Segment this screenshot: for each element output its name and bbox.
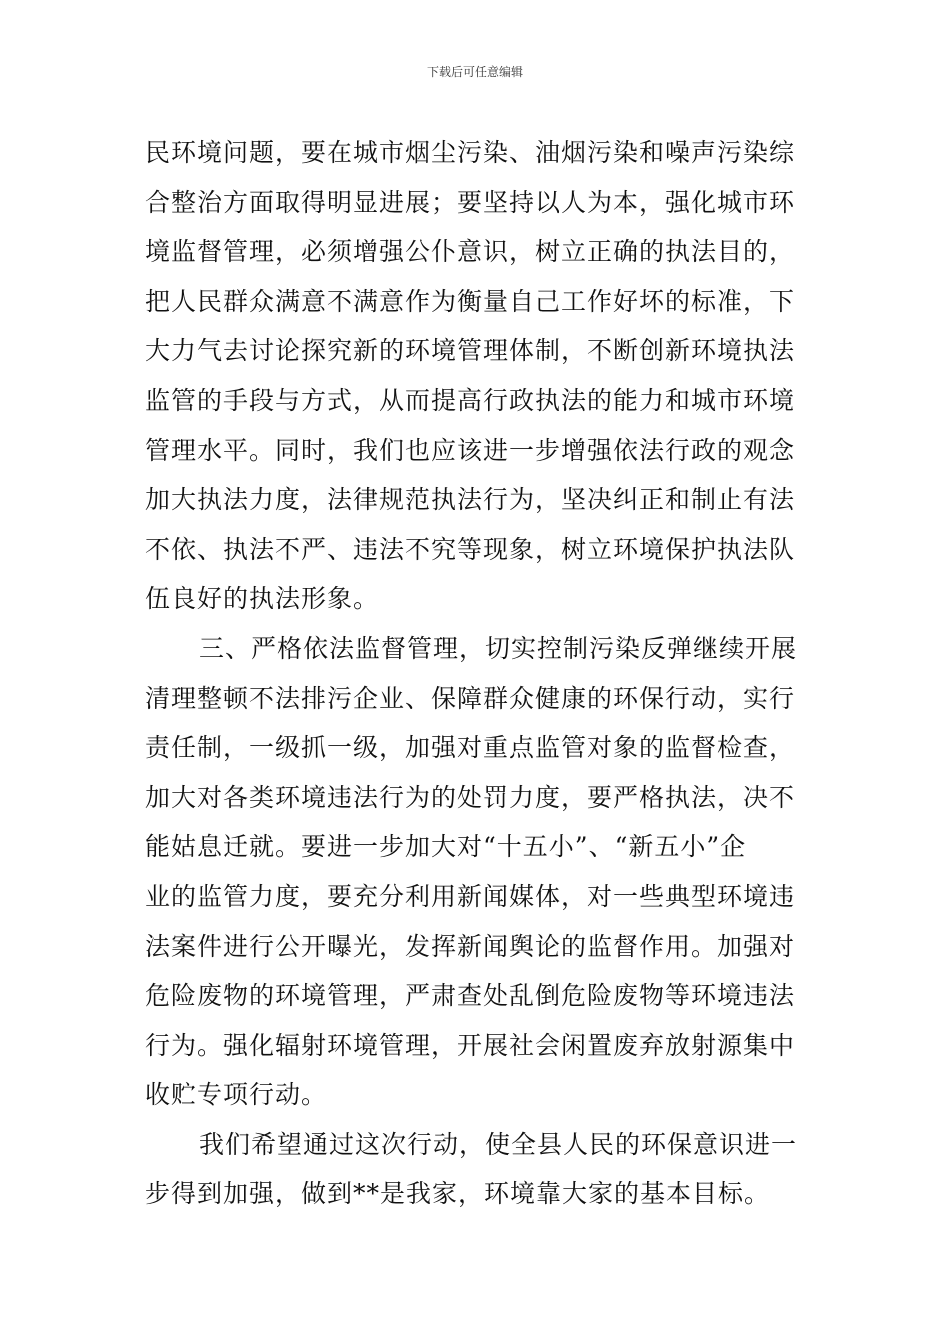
page-header: 下载后可任意编辑 — [426, 65, 523, 79]
text-line: 加大对各类环境违法行为的处罚力度，要严格执法，决不 — [145, 782, 796, 812]
text-line: 把人民群众满意不满意作为衡量自己工作好坏的标准，下 — [145, 286, 796, 316]
text-line: 加大执法力度，法律规范执法行为，坚决纠正和制止有法 — [145, 485, 796, 515]
text-line: 伍良好的执法形象。 — [145, 584, 380, 614]
text-line: 步得到加强，做到**是我家，环境靠大家的基本目标。 — [145, 1179, 771, 1209]
document-body — [145, 128, 807, 1219]
text-line: 不依、执法不严、违法不究等现象，树立环境保护执法队 — [145, 534, 796, 564]
text-line: 合整治方面取得明显进展；要坚持以人为本，强化城市环 — [145, 187, 796, 217]
text-line: 能姑息迁就。要进一步加大对“十五小”、“新五小”企 — [145, 832, 747, 862]
text-line: 危险废物的环境管理，严肃查处乱倒危险废物等环境违法 — [145, 981, 796, 1011]
text-line: 境监督管理，必须增强公仆意识，树立正确的执法目的， — [145, 237, 796, 267]
text-line: 大力气去讨论探究新的环境管理体制，不断创新环境执法 — [145, 336, 796, 366]
text-line: 法案件进行公开曝光，发挥新闻舆论的监督作用。加强对 — [145, 931, 796, 961]
paragraph-start-line: 我们希望通过这次行动，使全县人民的环保意识进一 — [199, 1129, 798, 1159]
text-line: 监管的手段与方式，从而提高行政执法的能力和城市环境 — [145, 385, 796, 415]
paragraph-start-line: 三、严格依法监督管理，切实控制污染反弹继续开展 — [199, 633, 798, 663]
text-line: 业的监管力度，要充分利用新闻媒体，对一些典型环境违 — [145, 881, 796, 911]
text-line: 行为。强化辐射环境管理，开展社会闲置废弃放射源集中 — [145, 1030, 796, 1060]
text-line: 收贮专项行动。 — [145, 1080, 328, 1110]
text-line: 管理水平。同时，我们也应该进一步增强依法行政的观念 — [145, 435, 796, 465]
text-line: 民环境问题，要在城市烟尘污染、油烟污染和噪声污染综 — [145, 138, 796, 167]
text-line: 责任制，一级抓一级，加强对重点监管对象的监督检查， — [145, 733, 796, 763]
text-line: 清理整顿不法排污企业、保障群众健康的环保行动，实行 — [145, 683, 796, 713]
